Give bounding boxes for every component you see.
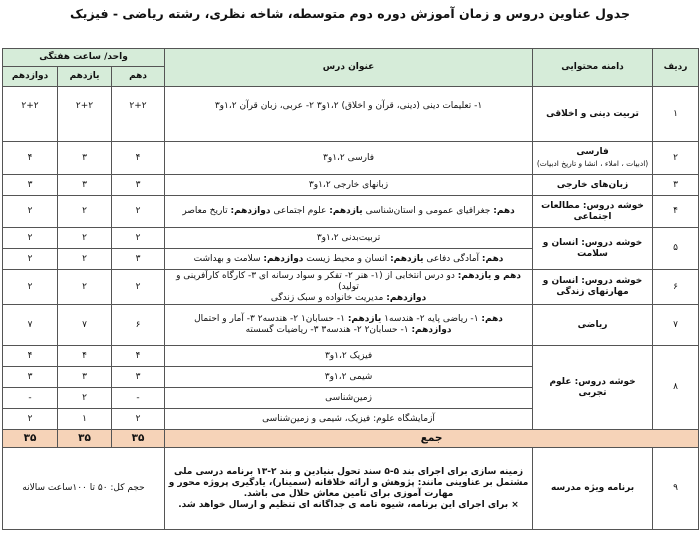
hours-grade-12: ۳ [3, 367, 58, 388]
topic-cell: دهم و یازدهم: دو درس انتخابی از (۱- هنر ۲- تفکر و سواد رسانه ای ۳- کارگاه کارآفرینی و تولید) دوازدهم: مدیریت خانواده و سبک زندگی [165, 270, 533, 305]
domain-cell: زبان‌های خارجی [533, 175, 653, 196]
domain-cell: فارسی (ادبیات ، املاء ، انشا و تاریخ ادبیات) [533, 142, 653, 175]
row-number: ۷ [653, 305, 699, 346]
hours-grade-11: ۲ [58, 270, 112, 305]
domain-cell: ریاضی [533, 305, 653, 346]
domain-cell: برنامه ویژه مدرسه [533, 448, 653, 530]
row-number: ۳ [653, 175, 699, 196]
table-row [3, 346, 699, 367]
special-program-row [3, 448, 699, 530]
hours-grade-10: ۳ [112, 175, 165, 196]
topic-cell: آزمایشگاه علوم: فیزیک، شیمی و زمین‌شناسی [165, 409, 533, 430]
domain-cell: خوشه دروس: مطالعات اجتماعی [533, 196, 653, 228]
topic-cell: زبانهای خارجی ۱،۲و۳ [165, 175, 533, 196]
header-grade-12: دوازدهم [3, 67, 58, 87]
topic-cell: ۱- تعلیمات دینی (دینی، قرآن و اخلاق) ۱،۲و۳ ۲- عربی، زبان قرآن ۱،۲و۳ [165, 87, 533, 142]
total-grade-12: ۳۵ [3, 430, 58, 448]
table-row [3, 87, 699, 142]
total-row [3, 430, 699, 448]
domain-cell: خوشه دروس: انسان و سلامت [533, 228, 653, 270]
topic-cell: شیمی ۱،۲و۳ [165, 367, 533, 388]
hours-grade-12: ۲ [3, 228, 58, 249]
hours-grade-12: ۲ [3, 409, 58, 430]
hours-grade-10: ۶ [112, 305, 165, 346]
hours-grade-12: ۷ [3, 305, 58, 346]
hours-grade-11: ۷ [58, 305, 112, 346]
hours-grade-11: ۳ [58, 142, 112, 175]
row-number: ۵ [653, 228, 699, 270]
hours-grade-11: ۳ [58, 175, 112, 196]
row-number: ۱ [653, 87, 699, 142]
topic-cell: تربیت‌بدنی ۱،۲و۳ [165, 228, 533, 249]
hours-grade-10: ۳ [112, 249, 165, 270]
topic-cell: فیزیک ۱،۲و۳ [165, 346, 533, 367]
topic-cell: دهم: آمادگی دفاعی یازدهم: انسان و محیط زیست دوازدهم: سلامت و بهداشت [165, 249, 533, 270]
row-number: ۹ [653, 448, 699, 530]
hours-grade-11: ۲ [58, 196, 112, 228]
hours-grade-10: ۴ [112, 346, 165, 367]
table-row [3, 305, 699, 346]
header-row: ردیف [653, 49, 699, 87]
hours-grade-12: ۴ [3, 142, 58, 175]
header-hours-group: واحد/ ساعت هفتگی [3, 49, 165, 67]
topic-cell: زمین‌شناسی [165, 388, 533, 409]
hours-grade-12: - [3, 388, 58, 409]
total-hours-note: حجم کل: ۵۰ تا ۱۰۰ساعت سالانه [3, 448, 165, 530]
header-domain: دامنه محتوایی [533, 49, 653, 87]
hours-grade-11: ۱ [58, 409, 112, 430]
row-number: ۲ [653, 142, 699, 175]
topic-cell: دهم: جغرافیای عمومی و استان‌شناسی یازدهم: علوم اجتماعی دوازدهم: تاریخ معاصر [165, 196, 533, 228]
hours-grade-12: ۲ [3, 270, 58, 305]
hours-grade-10: - [112, 388, 165, 409]
header-topic: عنوان درس [165, 49, 533, 87]
hours-grade-10: ۳ [112, 367, 165, 388]
hours-grade-10: ۴ [112, 142, 165, 175]
hours-grade-11: ۳ [58, 367, 112, 388]
hours-grade-11: ۲+۲ [58, 87, 112, 142]
hours-grade-12: ۴ [3, 346, 58, 367]
total-grade-11: ۳۵ [58, 430, 112, 448]
hours-grade-11: ۴ [58, 346, 112, 367]
header-grade-11: یازدهم [58, 67, 112, 87]
hours-grade-10: ۲ [112, 196, 165, 228]
hours-grade-11: ۲ [58, 228, 112, 249]
table-row [3, 142, 699, 175]
domain-cell: خوشه دروس: علوم تجربی [533, 346, 653, 430]
header-grade-10: دهم [112, 67, 165, 87]
domain-cell: تربیت دینی و اخلاقی [533, 87, 653, 142]
row-number: ۸ [653, 346, 699, 430]
hours-grade-10: ۲ [112, 409, 165, 430]
total-grade-10: ۳۵ [112, 430, 165, 448]
hours-grade-12: ۳ [3, 175, 58, 196]
special-program-text: زمینه سازی برای اجرای بند ۵-۵ سند تحول بنیادین و بند ۲-۱۳ برنامه درسی ملی مشتمل بر عناوینی مانند: پژوهش و ارائه خلاقانه (سمینار)، یادگیری پروژه محور و مهارت آموزی برای تامین معاش حلال می باشد. × برای اجرای این برنامه، شیوه نامه ی جداگانه ای تنظیم و ارسال خواهد شد. [165, 448, 533, 530]
table-row [3, 196, 699, 228]
curriculum-table [2, 48, 699, 530]
hours-grade-12: ۲ [3, 196, 58, 228]
hours-grade-12: ۲ [3, 249, 58, 270]
table-row [3, 175, 699, 196]
hours-grade-10: ۲+۲ [112, 87, 165, 142]
row-number: ۴ [653, 196, 699, 228]
row-number: ۶ [653, 270, 699, 305]
total-label: جمع [165, 430, 699, 448]
hours-grade-10: ۲ [112, 270, 165, 305]
table-row [3, 228, 699, 249]
hours-grade-11: ۲ [58, 388, 112, 409]
domain-subtitle: (ادبیات ، املاء ، انشا و تاریخ ادبیات) [536, 159, 649, 168]
hours-grade-11: ۲ [58, 249, 112, 270]
topic-cell: دهم: ۱- ریاضی پایه ۲- هندسه۱ یازدهم: ۱- حسابان۱ ۲- هندسه۲ ۳- آمار و احتمال دوازدهم: ۱- حسابان۲ ۲- هندسه۳ ۳- ریاضیات گسسته [165, 305, 533, 346]
page-title: جدول عناوین دروس و زمان آموزش دوره دوم متوسطه، شاخه نظری، رشته ریاضی - فیزیک [69, 6, 631, 21]
hours-grade-12: ۲+۲ [3, 87, 58, 142]
table-row [3, 270, 699, 305]
hours-grade-10: ۲ [112, 228, 165, 249]
domain-cell: خوشه دروس: انسان و مهارتهای زندگی [533, 270, 653, 305]
topic-cell: فارسی ۱،۲و۳ [165, 142, 533, 175]
